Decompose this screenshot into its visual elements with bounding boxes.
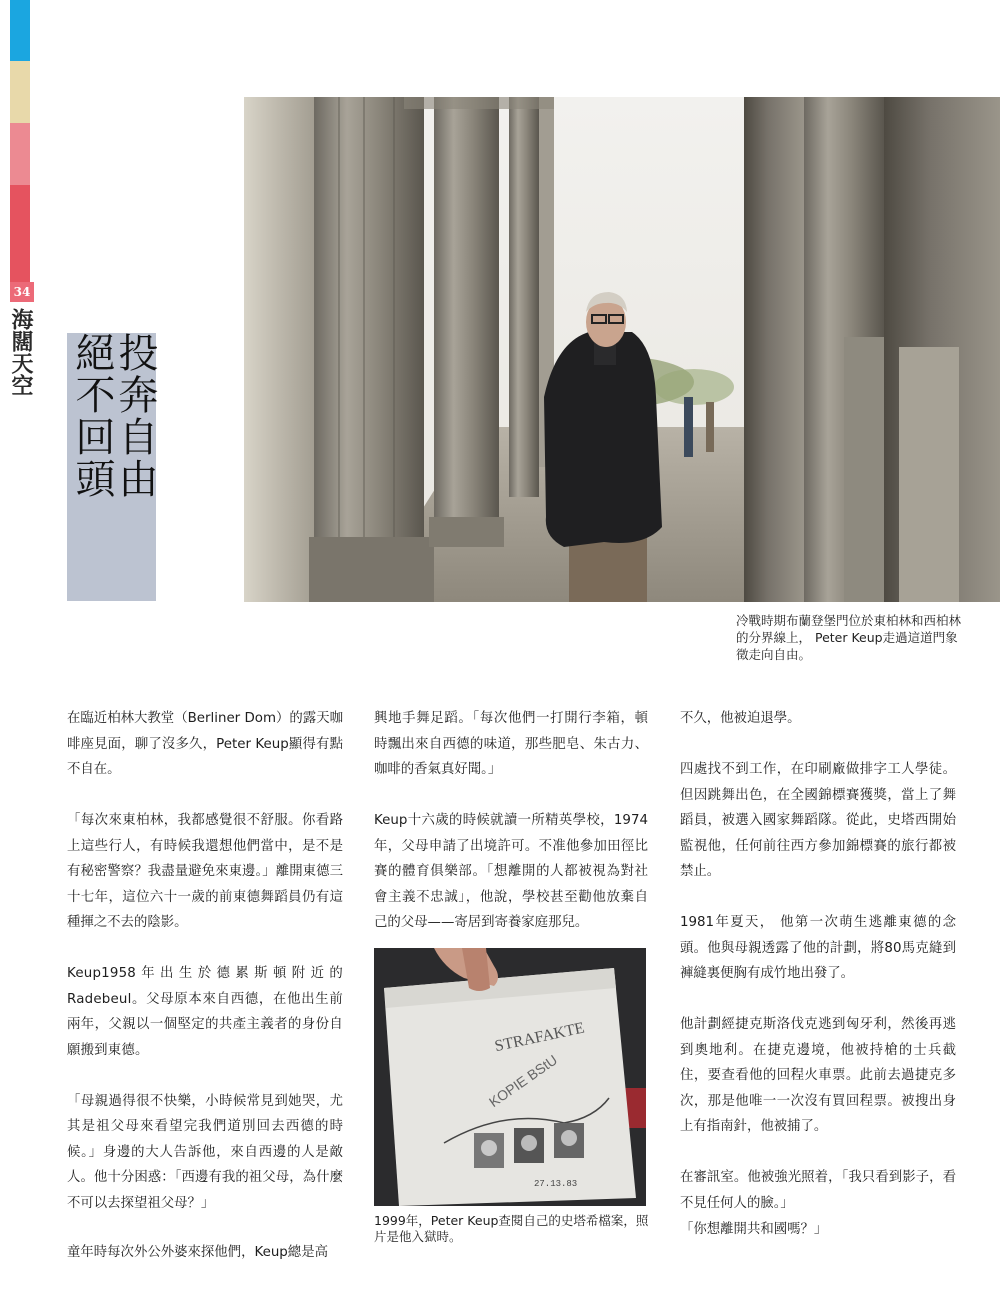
article-title: 投奔自由絕不回頭	[69, 332, 158, 500]
paragraph: 興地手舞足蹈。「每次他們一打開行李箱，頓時飄出來自西德的味道，那些肥皂、朱古力、咖啡的香氣真好聞。」	[374, 711, 648, 777]
strip-pink	[10, 123, 30, 185]
document-heading: STRAFAKTE	[493, 1019, 587, 1056]
column-2	[374, 706, 648, 936]
page-number: 34	[10, 282, 34, 302]
strip-blue	[10, 0, 30, 61]
document-stamp: KOPIE BStU	[485, 1051, 561, 1111]
paragraph: Keup1958年出生於德累斯頓附近的Radebeul。父母原本來自西德，在他出生前兩年，父親以一個堅定的共產主義者的身份自願搬到東德。	[67, 966, 343, 1058]
paragraph: 「你想離開共和國嗎？」	[680, 1221, 828, 1237]
column-3	[680, 706, 956, 1268]
paragraph: 「每次來東柏林，我都感覺很不舒服。你看路上這些行人，有時候我還想他們當中，是不是有秘密警察？我盡量避免來東邊。」離開東德三十七年，這位六十一歲的前東德舞蹈員仍有這種揮之不去的陰影。	[67, 813, 343, 930]
main-photo	[244, 97, 1000, 602]
paragraph: 在審訊室。他被強光照着，「我只看到影子，看不見任何人的臉。」	[680, 1170, 956, 1211]
strip-beige	[10, 61, 30, 123]
stasi-file-caption: 1999年，Peter Keup查閱自己的史塔希檔案，照片是他入獄時。	[374, 1213, 649, 1244]
main-photo-caption: 冷戰時期布蘭登堡門位於東柏林和西柏林的分界線上， Peter Keup走過這道門象徵走向自由。	[736, 613, 962, 662]
document-date: 27.13.83	[534, 1179, 578, 1189]
paragraph: 童年時每次外公外婆來探他們，Keup總是高	[67, 1244, 328, 1260]
paragraph: 四處找不到工作，在印刷廠做排字工人學徒。但因跳舞出色，在全國錦標賽獲獎，當上了舞蹈員，被選入國家舞蹈隊。從此，史塔西開始監視他，任何前往西方參加錦標賽的旅行都被禁止。	[680, 762, 956, 879]
paragraph: 他計劃經捷克斯洛伐克逃到匈牙利，然後再逃到奧地利。在捷克邊境，他被持槍的士兵截住，要查看他的回程火車票。此前去過捷克多次，那是他唯一一次沒有買回程票。被搜出身上有指南針，他被捕了。	[680, 1017, 956, 1134]
paragraph: 1981年夏天， 他第一次萌生逃離東德的念頭。他與母親透露了他的計劃，將80馬克縫到褲縫裏便胸有成竹地出發了。	[680, 915, 956, 981]
paragraph: 在臨近柏林大教堂（Berliner Dom）的露天咖啡座見面，聊了沒多久，Peter Keup顯得有點不自在。	[67, 711, 343, 777]
paragraph: 「母親過得很不快樂，小時候常見到她哭，尤其是祖父母來看望完我們道別回去西德的時候。」身邊的大人告訴他，來自西邊的人是敵人。他十分困惑：「西邊有我的祖父母，為什麼不可以去探望祖父母？」	[67, 1093, 343, 1211]
strip-red	[10, 185, 30, 282]
paragraph: 不久，他被迫退學。	[680, 711, 801, 726]
column-1	[67, 706, 343, 1291]
paragraph: Keup十六歲的時候就讀一所精英學校，1974年，父母申請了出境許可。不准他參加田徑比賽的體育俱樂部。「想離開的人都被視為對社會主義不忠誠」，他說，學校甚至勸他放棄自己的父母——寄居到寄養家庭那兒。	[374, 813, 648, 930]
magazine-title: 海闊天空	[8, 308, 34, 396]
stasi-file-photo	[374, 948, 646, 1206]
